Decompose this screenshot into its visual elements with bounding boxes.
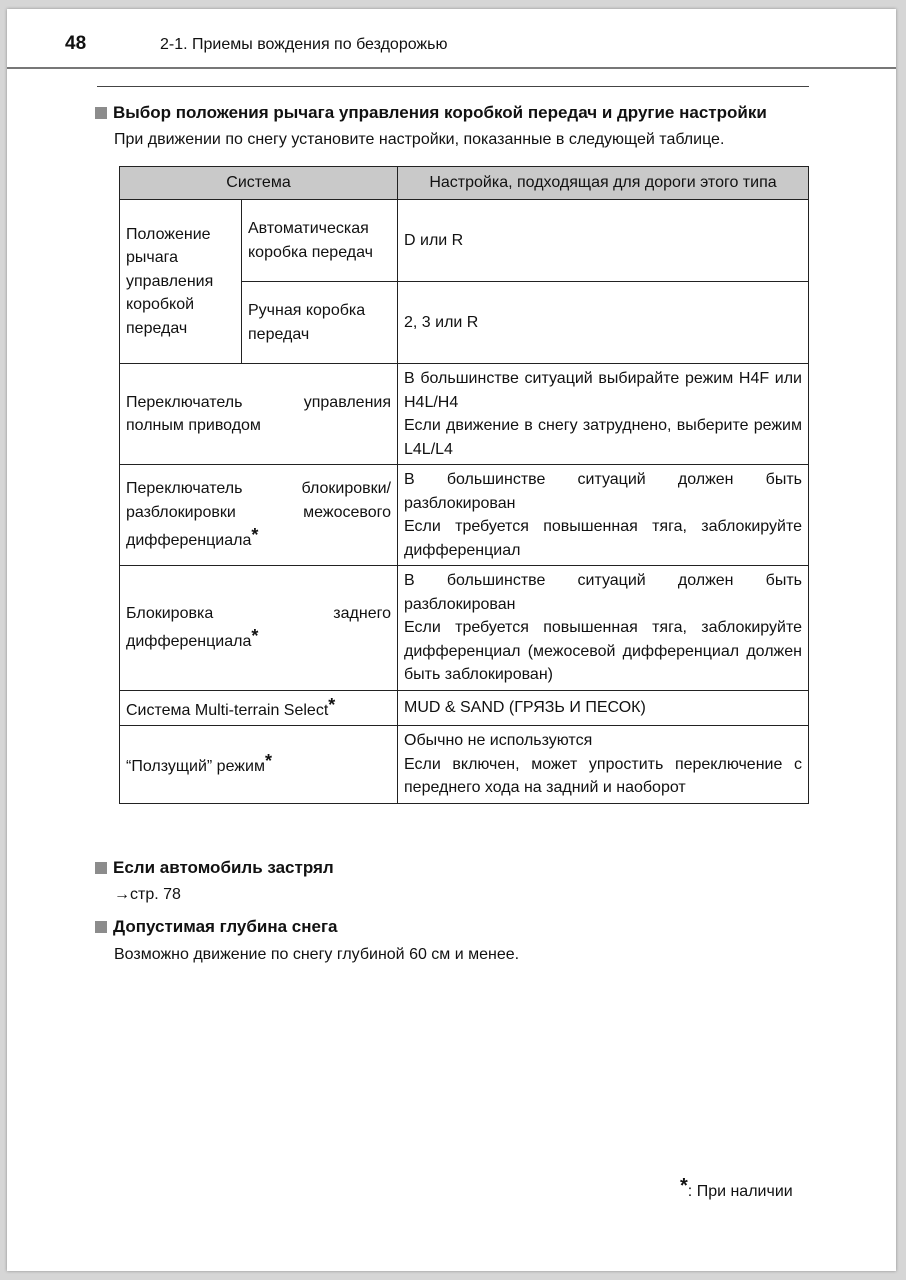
table-row bbox=[120, 465, 809, 566]
setting-line: В большинстве ситуаций должен быть разблокирован bbox=[404, 572, 802, 613]
content-divider bbox=[97, 86, 809, 87]
square-bullet-icon bbox=[95, 107, 107, 119]
footnote-star: * bbox=[680, 1175, 688, 1197]
setting-line: Если требуется повышенная тяга, заблокируйте дифференциал bbox=[404, 518, 802, 559]
section-heading-snow-depth bbox=[95, 917, 337, 937]
snow-depth-text: Возможно движение по снегу глубиной 60 см и менее. bbox=[114, 946, 520, 963]
availability-star: * bbox=[264, 751, 272, 771]
table-header-row bbox=[120, 167, 809, 200]
system-name: “Ползущий” режим bbox=[126, 758, 265, 775]
table-row bbox=[120, 690, 809, 726]
setting-line: В большинстве ситуаций должен быть разблокирован bbox=[404, 471, 802, 512]
manual-transmission-value: 2, 3 или R bbox=[398, 282, 809, 364]
system-cell bbox=[120, 364, 398, 465]
settings-table bbox=[119, 166, 809, 804]
system-name: Переключатель управления полным приводом bbox=[126, 393, 391, 434]
setting-line: Если требуется повышенная тяга, заблокируйте дифференциал (межосевой дифференциал должен быть заблокирован) bbox=[404, 619, 802, 683]
availability-star: * bbox=[328, 694, 336, 715]
footnote-text: : При наличии bbox=[687, 1183, 793, 1200]
availability-star: * bbox=[251, 626, 259, 647]
auto-transmission-value: D или R bbox=[398, 200, 809, 282]
setting-line: В большинстве ситуаций выбирайте режим H4F или H4L/H4 bbox=[404, 370, 802, 411]
system-name: Переключатель блокировки/ разблокировки межосевого дифференциала bbox=[126, 480, 391, 550]
system-cell bbox=[120, 726, 398, 804]
gear-lever-label: Положение рычага управления коробкой передач bbox=[120, 200, 242, 364]
section-title: 2-1. Приемы вождения по бездорожью bbox=[160, 36, 448, 53]
footnote bbox=[680, 1175, 793, 1201]
heading-text: Выбор положения рычага управления коробкой передач и другие настройки bbox=[113, 103, 767, 122]
setting-line: Обычно не используются bbox=[404, 732, 593, 749]
page-reference-link[interactable]: →стр. 78 bbox=[114, 886, 181, 903]
system-cell bbox=[120, 566, 398, 691]
manual-page bbox=[7, 9, 896, 1271]
setting-cell bbox=[398, 364, 809, 465]
setting-cell bbox=[398, 726, 809, 804]
system-name: Система Multi-terrain Select bbox=[126, 701, 329, 719]
system-name: Блокировка заднего дифференциала bbox=[126, 604, 391, 651]
table-row bbox=[120, 200, 809, 282]
availability-star: * bbox=[251, 525, 259, 546]
page-number: 48 bbox=[65, 33, 87, 54]
setting-cell bbox=[398, 690, 809, 726]
system-cell bbox=[120, 690, 398, 726]
manual-transmission-label: Ручная коробка передач bbox=[242, 282, 398, 364]
intro-paragraph: При движении по снегу установите настройки, показанные в следующей таблице. bbox=[114, 131, 725, 148]
header-divider bbox=[7, 67, 896, 69]
auto-transmission-label: Автоматическая коробка передач bbox=[242, 200, 398, 282]
column-header-setting: Настройка, подходящая для дороги этого типа bbox=[398, 167, 809, 200]
heading-text: Допустимая глубина снега bbox=[113, 917, 338, 936]
setting-cell bbox=[398, 465, 809, 566]
table-row bbox=[120, 364, 809, 465]
setting-line: MUD & SAND (ГРЯЗЬ И ПЕСОК) bbox=[404, 699, 646, 716]
setting-line: Если включен, может упростить переключение с переднего хода на задний и наоборот bbox=[404, 755, 802, 796]
table-row bbox=[120, 726, 809, 804]
column-header-system: Система bbox=[120, 167, 398, 200]
system-cell bbox=[120, 465, 398, 566]
section-heading-stuck bbox=[95, 858, 334, 878]
setting-line: Если движение в снегу затруднено, выберите режим L4L/L4 bbox=[404, 417, 802, 458]
square-bullet-icon bbox=[95, 921, 107, 933]
section-heading-gear-settings bbox=[95, 103, 767, 123]
table-row bbox=[120, 566, 809, 691]
setting-cell bbox=[398, 566, 809, 691]
square-bullet-icon bbox=[95, 862, 107, 874]
heading-text: Если автомобиль застрял bbox=[113, 858, 334, 877]
